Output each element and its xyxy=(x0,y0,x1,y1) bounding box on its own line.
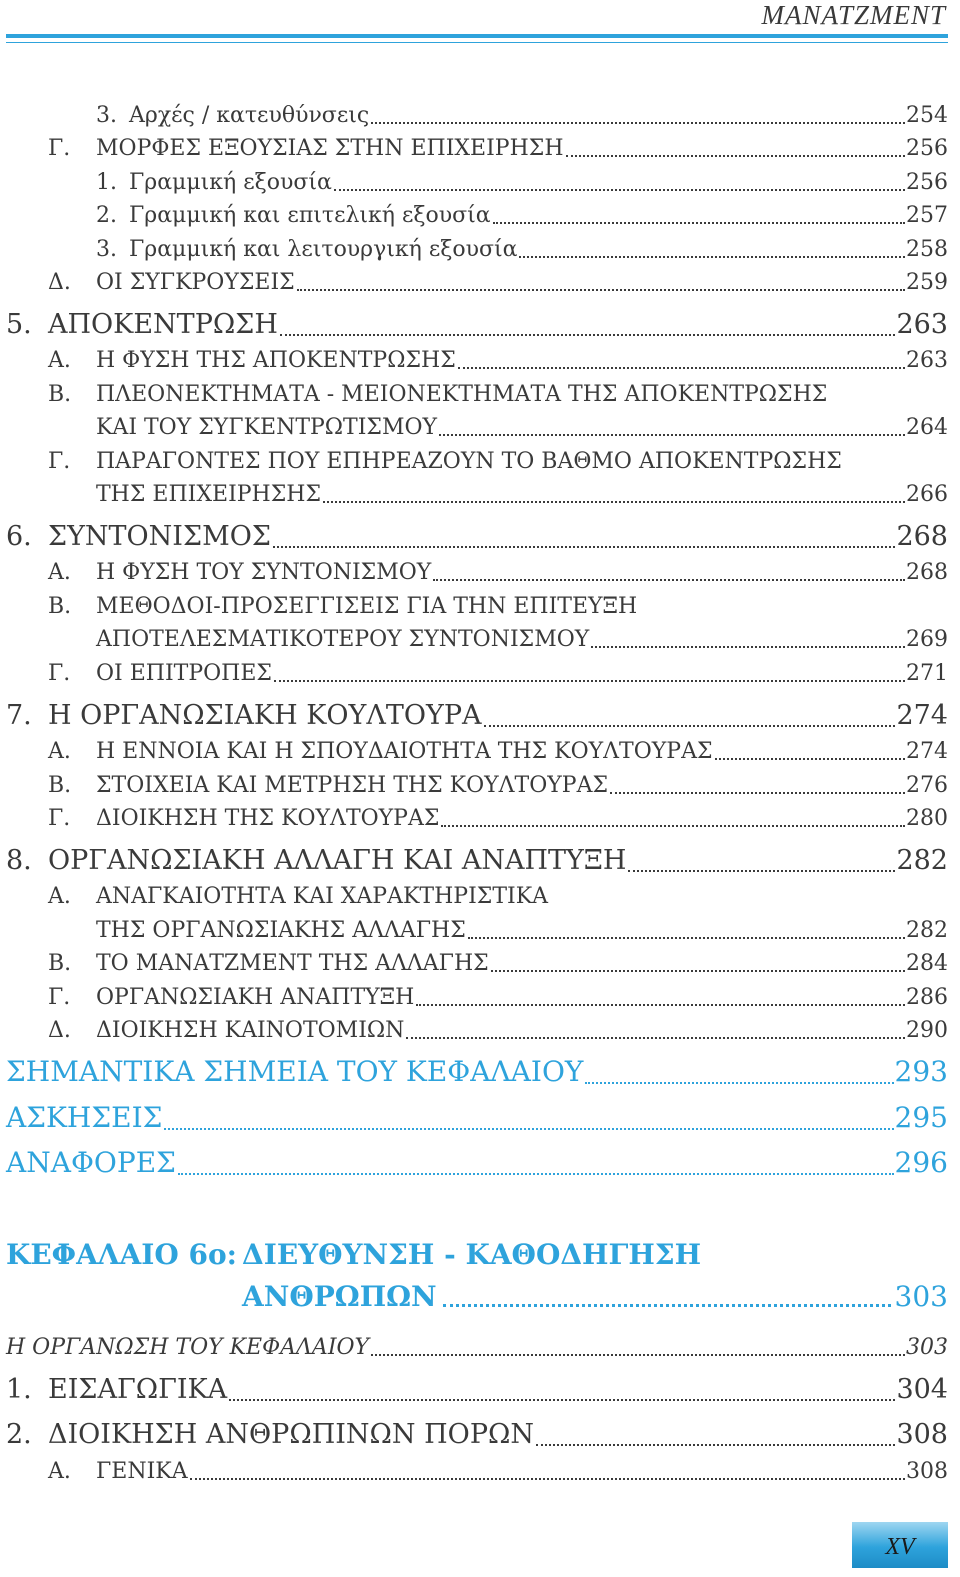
toc-entry-number: Β. xyxy=(48,951,72,976)
toc-entry-number: Γ. xyxy=(48,661,71,686)
leader-dots xyxy=(443,1304,891,1307)
toc-entry-title: ΑΠΟΤΕΛΕΣΜΑΤΙΚΟΤΕΡΟΥ ΣΥΝΤΟΝΙΣΜΟΥ xyxy=(96,627,590,652)
toc-entry-number: Γ. xyxy=(48,806,71,831)
toc-entry xyxy=(0,131,960,161)
toc-entry-title: ΠΛΕΟΝΕΚΤΗΜΑΤΑ - ΜΕΙΟΝΕΚΤΗΜΑΤΑ ΤΗΣ ΑΠΟΚΕΝΤΡΩΣΗΣ xyxy=(96,382,828,407)
toc-entry-line xyxy=(96,136,948,161)
leader-dots xyxy=(441,825,905,827)
toc-entry-page: 290 xyxy=(906,1018,948,1043)
toc-entry-line xyxy=(96,773,948,798)
leader-dots xyxy=(458,367,905,369)
leader-dots xyxy=(190,1478,905,1480)
toc-entry-line xyxy=(129,103,948,128)
toc-entry-title: ΤΗΣ ΟΡΓΑΝΩΣΙΑΚΗΣ ΑΛΛΑΓΗΣ xyxy=(96,918,466,943)
toc-entry-page: 304 xyxy=(896,1374,948,1405)
leader-dots xyxy=(433,579,905,581)
toc-entry xyxy=(0,232,960,262)
toc-entry-number: 3. xyxy=(96,103,117,128)
toc-entry-line xyxy=(96,806,948,831)
toc-entry-line xyxy=(96,449,948,474)
toc-entry-page: 274 xyxy=(896,700,948,731)
toc-entry xyxy=(0,622,960,652)
toc-entry xyxy=(0,846,960,876)
toc-entry-line xyxy=(48,309,948,340)
toc-entry-page: 254 xyxy=(906,103,948,128)
leader-dots xyxy=(371,1354,905,1356)
toc-entry-page: 282 xyxy=(896,845,948,876)
leader-dots xyxy=(280,334,896,336)
toc-entry-line xyxy=(48,1419,948,1450)
toc-entry-line xyxy=(48,521,948,552)
toc-entry-title: ΚΑΙ ΤΟΥ ΣΥΓΚΕΝΤΡΩΤΙΣΜΟΥ xyxy=(96,415,438,440)
toc-entry-title: ΤΗΣ ΕΠΙΧΕΙΡΗΣΗΣ xyxy=(96,482,322,507)
toc-entry-title: ΟΡΓΑΝΩΣΙΑΚΗ ΑΛΛΑΓΗ ΚΑΙ ΑΝΑΠΤΥΞΗ xyxy=(48,845,627,876)
toc-entry-number: Α. xyxy=(48,1459,71,1484)
leader-dots xyxy=(297,289,905,291)
toc-entry-page: 266 xyxy=(906,482,948,507)
toc-entry-number: 1. xyxy=(6,1374,32,1405)
leader-dots xyxy=(274,680,905,682)
toc-entry-title: ΠΑΡΑΓΟΝΤΕΣ ΠΟΥ ΕΠΗΡΕΑΖΟΥΝ ΤΟ ΒΑΘΜΟ ΑΠΟΚΕΝΤΡΩΣΗΣ xyxy=(96,449,842,474)
leader-dots xyxy=(493,222,905,224)
toc-entry-line xyxy=(96,1018,948,1043)
toc-entry-page: 295 xyxy=(894,1101,948,1134)
leader-dots xyxy=(416,1004,905,1006)
toc-entry-number: Β. xyxy=(48,594,72,619)
toc-entry xyxy=(0,444,960,474)
toc-entry-page: 268 xyxy=(896,521,948,552)
toc-entry-title: ΣΗΜΑΝΤΙΚΑ ΣΗΜΕΙΑ ΤΟΥ ΚΕΦΑΛΑΙΟΥ xyxy=(6,1055,584,1088)
toc-entry-line xyxy=(48,700,948,731)
toc-entry-number: Γ. xyxy=(48,985,71,1010)
toc-entry-page: 308 xyxy=(906,1459,948,1484)
leader-dots xyxy=(323,501,905,503)
toc-entry xyxy=(0,768,960,798)
toc-entry xyxy=(0,198,960,228)
leader-dots xyxy=(164,1128,893,1130)
leader-dots xyxy=(610,792,905,794)
toc-entry-page: 284 xyxy=(906,951,948,976)
toc-entry-number: 2. xyxy=(96,203,117,228)
leader-dots xyxy=(178,1173,894,1175)
toc-entry xyxy=(0,1420,960,1450)
toc-entry-page: 256 xyxy=(906,136,948,161)
toc-entry-page: 258 xyxy=(906,237,948,262)
leader-dots xyxy=(229,1399,895,1401)
toc-entry-line xyxy=(129,237,948,262)
leader-dots xyxy=(273,546,896,548)
toc-entry xyxy=(0,656,960,686)
leader-dots xyxy=(484,725,896,727)
toc-entry-line xyxy=(96,482,948,507)
toc-entry-line xyxy=(96,348,948,373)
toc-entry xyxy=(0,734,960,764)
toc-entry-title: ΟΡΓΑΝΩΣΙΑΚΗ ΑΝΑΠΤΥΞΗ xyxy=(96,985,415,1010)
leader-dots xyxy=(628,870,895,872)
toc-entry-title: ΜΕΘΟΔΟΙ-ΠΡΟΣΕΓΓΙΣΕΙΣ ΓΙΑ ΤΗΝ ΕΠΙΤΕΥΞΗ xyxy=(96,594,638,619)
toc-entry-number: Α. xyxy=(48,348,71,373)
toc-entry-line xyxy=(96,594,948,619)
toc-entry-line xyxy=(96,951,948,976)
toc-entry-number: Α. xyxy=(48,884,71,909)
chapter-page: 303 xyxy=(894,1280,948,1313)
chapter-label: ΚΕΦΑΛΑΙΟ 6ο: xyxy=(6,1238,237,1271)
toc-entry-title: Γραμμική και επιτελική εξουσία xyxy=(129,203,491,228)
toc-entry-page: 286 xyxy=(906,985,948,1010)
toc-entry-page: 274 xyxy=(906,739,948,764)
toc-entry xyxy=(0,165,960,195)
toc-entry-number: 7. xyxy=(6,700,32,731)
leader-dots xyxy=(591,646,905,648)
toc-entry-title: ΑΝΑΦΟΡΕΣ xyxy=(6,1146,176,1179)
toc-entry-number: 5. xyxy=(6,309,32,340)
toc-entry-page: 276 xyxy=(906,773,948,798)
toc-entry-line xyxy=(6,1146,948,1179)
toc-entry-page: 263 xyxy=(906,348,948,373)
toc-entry xyxy=(0,946,960,976)
leader-dots xyxy=(439,434,905,436)
leader-dots xyxy=(519,256,905,258)
toc-entry-line xyxy=(6,1335,948,1360)
leader-dots xyxy=(536,1444,895,1446)
toc-entry-line xyxy=(96,884,948,909)
toc-entry xyxy=(0,801,960,831)
toc-entry-number: 6. xyxy=(6,521,32,552)
toc-entry-title: ΤΟ ΜΑΝΑΤΖΜΕΝΤ ΤΗΣ ΑΛΛΑΓΗΣ xyxy=(96,951,489,976)
toc-entry xyxy=(0,555,960,585)
toc-entry-title: ΔΙΟΙΚΗΣΗ ΚΑΙΝΟΤΟΜΙΩΝ xyxy=(96,1018,405,1043)
chapter-title-line2: ΑΝΘΡΩΠΩΝ xyxy=(242,1280,437,1313)
toc-entry xyxy=(0,343,960,373)
leader-dots xyxy=(715,758,905,760)
toc-entry xyxy=(0,310,960,340)
toc-entry-title: Γραμμική εξουσία xyxy=(129,170,332,195)
toc-entry-title: ΕΙΣΑΓΩΓΙΚΑ xyxy=(48,1374,228,1405)
toc-entry-number: 8. xyxy=(6,845,32,876)
toc-entry-title: ΟΙ ΣΥΓΚΡΟΥΣΕΙΣ xyxy=(96,270,295,295)
leader-dots xyxy=(491,970,905,972)
toc-entry-line xyxy=(96,270,948,295)
toc-entry xyxy=(0,1146,960,1179)
toc-entry-title: ΓΕΝΙΚΑ xyxy=(96,1459,188,1484)
toc-entry xyxy=(0,589,960,619)
toc-entry xyxy=(0,1454,960,1484)
header-rule-thin xyxy=(6,42,948,43)
toc-entry-page: 282 xyxy=(906,918,948,943)
toc-entry-title: ΣΥΝΤΟΝΙΣΜΟΣ xyxy=(48,521,271,552)
toc-entry-number: Δ. xyxy=(48,270,71,295)
toc-entry xyxy=(0,265,960,295)
toc-entry-title: Η ΦΥΣΗ ΤΗΣ ΑΠΟΚΕΝΤΡΩΣΗΣ xyxy=(96,348,456,373)
toc-entry-line xyxy=(96,985,948,1010)
toc-entry-page: 268 xyxy=(906,560,948,585)
toc-entry-number: Β. xyxy=(48,773,72,798)
toc-entry-page: 269 xyxy=(906,627,948,652)
toc-entry xyxy=(0,701,960,731)
toc-entry-page: 263 xyxy=(896,309,948,340)
toc-entry-title: Η ΟΡΓΑΝΩΣΗ ΤΟΥ ΚΕΦΑΛΑΙΟΥ xyxy=(6,1335,370,1360)
toc-entry-line xyxy=(48,845,948,876)
toc-entry-line xyxy=(96,382,948,407)
toc-entry-title: ΔΙΟΙΚΗΣΗ ΤΗΣ ΚΟΥΛΤΟΥΡΑΣ xyxy=(96,806,440,831)
toc-entry-number: Α. xyxy=(48,560,71,585)
toc-entry xyxy=(0,1055,960,1088)
toc-entry-page: 303 xyxy=(906,1335,948,1360)
toc-entry-title: ΟΙ ΕΠΙΤΡΟΠΕΣ xyxy=(96,661,272,686)
toc-entry-page: 308 xyxy=(896,1419,948,1450)
toc-entry-title: ΑΠΟΚΕΝΤΡΩΣΗ xyxy=(48,309,278,340)
toc-entry-number: Γ. xyxy=(48,449,71,474)
toc-entry-number: Δ. xyxy=(48,1018,71,1043)
toc-entry xyxy=(0,913,960,943)
leader-dots xyxy=(334,189,905,191)
toc-entry-page: 271 xyxy=(906,661,948,686)
running-header-title: ΜΑΝΑΤΖΜΕΝΤ xyxy=(761,0,946,30)
toc-entry-line xyxy=(96,560,948,585)
toc-entry xyxy=(0,98,960,128)
toc-entry-page: 280 xyxy=(906,806,948,831)
toc-entry xyxy=(0,1101,960,1134)
page-number: XV xyxy=(885,1534,915,1560)
toc-entry-number: 3. xyxy=(96,237,117,262)
toc-entry-line xyxy=(96,739,948,764)
toc-entry-number: 1. xyxy=(96,170,117,195)
toc-entry-line xyxy=(6,1101,948,1134)
toc-entry-line xyxy=(129,170,948,195)
toc-entry-page: 293 xyxy=(894,1055,948,1088)
toc-entry-line xyxy=(48,1374,948,1405)
toc-entry-page: 256 xyxy=(906,170,948,195)
toc-entry xyxy=(0,980,960,1010)
toc-entry xyxy=(0,879,960,909)
toc-entry-line xyxy=(96,627,948,652)
toc-entry-page: 257 xyxy=(906,203,948,228)
toc-entry-line xyxy=(96,918,948,943)
toc-entry-title: Αρχές / κατευθύνσεις xyxy=(129,103,370,128)
toc-entry xyxy=(0,377,960,407)
toc-entry-line xyxy=(96,661,948,686)
toc-entry-title: Η ΕΝΝΟΙΑ ΚΑΙ Η ΣΠΟΥΔΑΙΟΤΗΤΑ ΤΗΣ ΚΟΥΛΤΟΥΡΑΣ xyxy=(96,739,713,764)
leader-dots xyxy=(585,1082,893,1084)
toc-entry-title: ΣΤΟΙΧΕΙΑ ΚΑΙ ΜΕΤΡΗΣΗ ΤΗΣ ΚΟΥΛΤΟΥΡΑΣ xyxy=(96,773,609,798)
leader-dots xyxy=(406,1037,905,1039)
chapter-title-line1: ΔΙΕΥΘΥΝΣΗ - ΚΑΘΟΔΗΓΗΣΗ xyxy=(242,1238,702,1271)
toc-entry xyxy=(0,1013,960,1043)
chapter-title-line2-row xyxy=(242,1280,948,1313)
toc-entry-title: Η ΦΥΣΗ ΤΟΥ ΣΥΝΤΟΝΙΣΜΟΥ xyxy=(96,560,432,585)
toc-entry-page: 296 xyxy=(894,1146,948,1179)
leader-dots xyxy=(371,122,905,124)
toc-entry-title: Η ΟΡΓΑΝΩΣΙΑΚΗ ΚΟΥΛΤΟΥΡΑ xyxy=(48,700,482,731)
toc-entry-line xyxy=(129,203,948,228)
toc-entry-page: 259 xyxy=(906,270,948,295)
page-number-badge xyxy=(852,1522,948,1568)
toc-entry xyxy=(0,477,960,507)
header-rule xyxy=(6,34,948,38)
toc-entry-number: 2. xyxy=(6,1419,32,1450)
toc-entry xyxy=(0,1375,960,1405)
toc-entry xyxy=(0,1330,960,1360)
toc-entry-number: Β. xyxy=(48,382,72,407)
toc-entry-line xyxy=(96,1459,948,1484)
leader-dots xyxy=(566,155,905,157)
toc-entry-line xyxy=(96,415,948,440)
toc-entry-title: ΑΣΚΗΣΕΙΣ xyxy=(6,1101,163,1134)
toc-entry-title: ΔΙΟΙΚΗΣΗ ΑΝΘΡΩΠΙΝΩΝ ΠΟΡΩΝ xyxy=(48,1419,534,1450)
toc-entry-title: Γραμμική και λειτουργική εξουσία xyxy=(129,237,518,262)
toc-entry-page: 264 xyxy=(906,415,948,440)
toc-entry xyxy=(0,522,960,552)
toc-entry-title: ΑΝΑΓΚΑΙΟΤΗΤΑ ΚΑΙ ΧΑΡΑΚΤΗΡΙΣΤΙΚΑ xyxy=(96,884,549,909)
toc-entry-number: Γ. xyxy=(48,136,71,161)
toc-entry xyxy=(0,410,960,440)
toc-entry-line xyxy=(6,1055,948,1088)
toc-entry-title: ΜΟΡΦΕΣ ΕΞΟΥΣΙΑΣ ΣΤΗΝ ΕΠΙΧΕΙΡΗΣΗ xyxy=(96,136,564,161)
leader-dots xyxy=(468,937,905,939)
toc-entry-number: Α. xyxy=(48,739,71,764)
